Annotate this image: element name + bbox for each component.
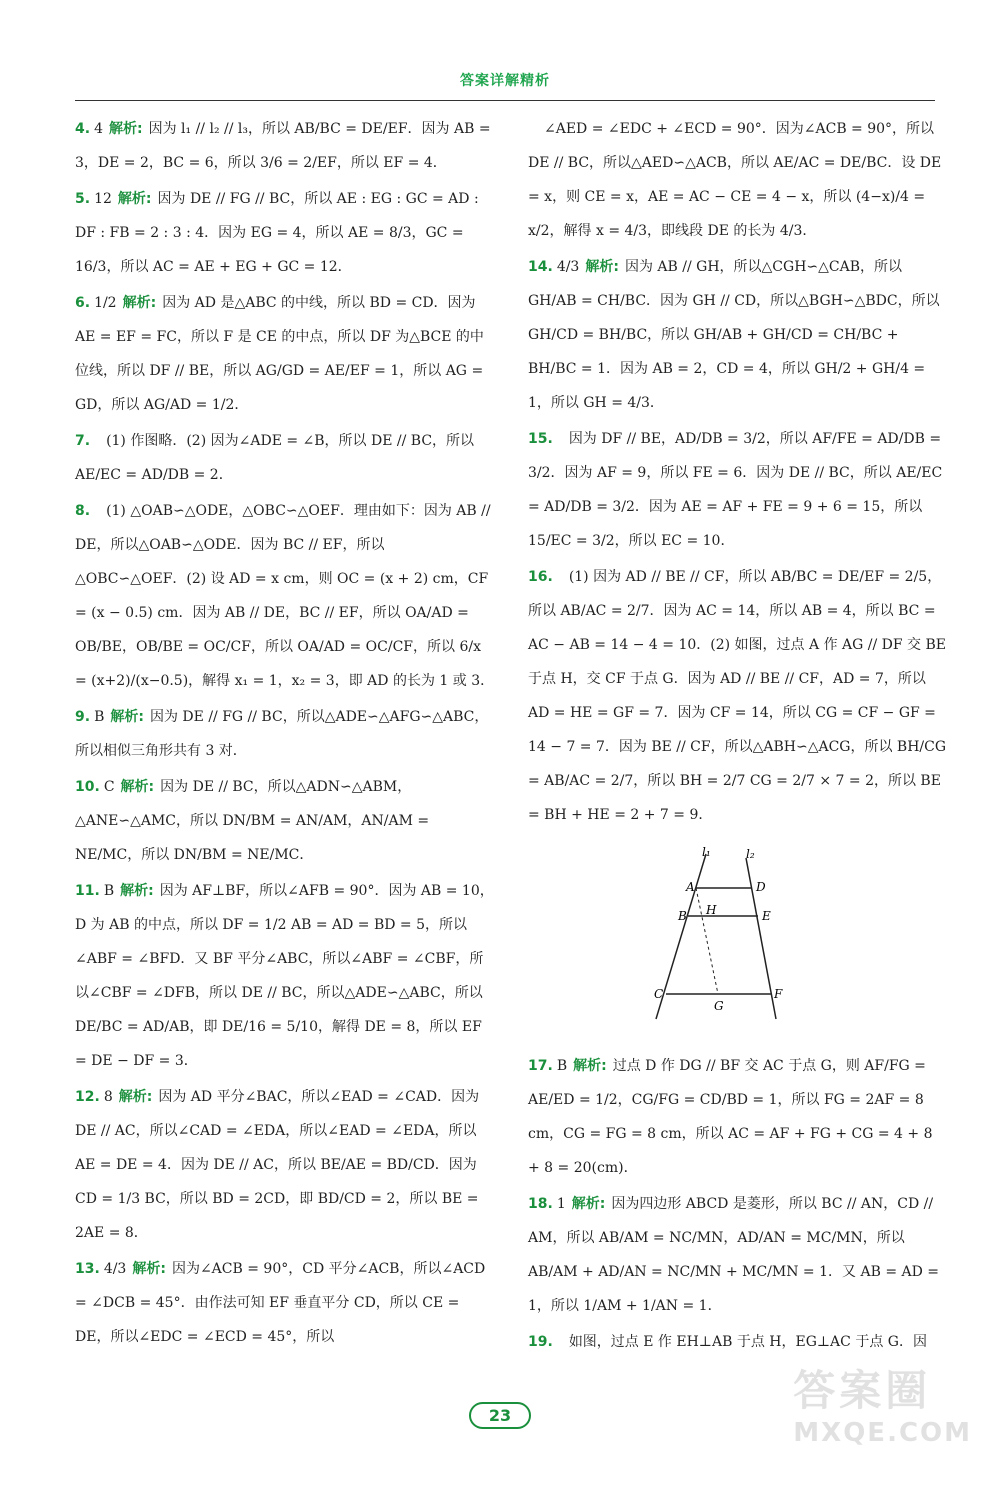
item-answer: B xyxy=(556,1058,568,1074)
item-answer: 4/3 xyxy=(103,1261,127,1277)
label-A: A xyxy=(686,880,695,894)
item-text: (1) 因为 AD // BE // CF，所以 AB/BC = DE/EF = 2/5，所以 AB/AC = 2/7．因为 AC = 14，所以 AB = 4，所以 BC = AC − AB = 14 − 4 = 10．(2) 如图，过点 A 作 AG // DF 交 BE 于点 H，交 CF 于点 G．因为 AD // BE // CF，AD = 7，所以 AD = HE = GF = 7．因为 CF = 14，所以 CG = CF − GF = 14 − 7 = 7．因为 BE // CF，所以△ABH∽△ACG，所以 BH/CG = AB/AC = 2/7，所以 BH = 2/7 CG = 2/7 × 7 = 2，所以 BE = BH + HE = 2 + 7 = 9． xyxy=(528,569,947,823)
watermark-url: MXQE.COM xyxy=(793,1418,972,1448)
item-number: 5. xyxy=(75,191,91,207)
answer-item xyxy=(528,112,948,248)
item-text: 因为 AF⊥BF，所以∠AFB = 90°．因为 AB = 10，D 为 AB 的中点，所以 DF = 1/2 AB = AD = BD = 5，所以∠ABF = ∠BFD．又 BF 平分∠ABC，所以∠ABF = ∠CBF，所以∠CBF = ∠DFB，所以 DE // BC，所以△ADE∽△ABC，所以 DE/BC = AD/AB，即 DE/16 = 5/10，解得 DE = 8，所以 EF = DE − DF = 3． xyxy=(75,883,494,1069)
answer-item xyxy=(528,1325,948,1359)
item-number: 8. xyxy=(75,503,91,519)
item-text: 过点 D 作 DG // BF 交 AC 于点 G，则 AF/FG = AE/ED = 1/2，CG/FG = CD/BD = 1，所以 FG = 2AF = 8 cm，CG = FG = 8 cm，所以 AC = AF + FG + CG = 4 + 8 + 8 = 20(cm)． xyxy=(528,1058,933,1176)
answer-item xyxy=(75,700,495,768)
item-text: 因为 AB // GH，所以△CGH∽△CAB，所以 GH/AB = CH/BC．因为 GH // CD，所以△BGH∽△BDC，所以 GH/CD = BH/BC，所以 GH/AB + GH/CD = CH/BC + BH/BC = 1．因为 AB = 2，CD = 4，所以 GH/2 + GH/4 = 1，所以 GH = 4/3． xyxy=(528,259,940,411)
item-keyword: 解析: xyxy=(118,1089,153,1105)
page-header xyxy=(75,70,935,101)
answer-item xyxy=(75,424,495,492)
watermark xyxy=(793,1358,972,1448)
answer-item xyxy=(75,1252,495,1354)
label-l2: l₂ xyxy=(746,847,755,861)
answer-item xyxy=(528,1187,948,1323)
item-number: 6. xyxy=(75,295,91,311)
item-number: 11. xyxy=(75,883,100,899)
item-number: 14. xyxy=(528,259,553,275)
item-number: 18. xyxy=(528,1196,553,1212)
item-number: 12. xyxy=(75,1089,100,1105)
item-text: 因为 AD 是△ABC 的中线，所以 BD = CD．因为 AE = EF = FC，所以 F 是 CE 的中点，所以 DF 为△BCE 的中位线，所以 DF // BE，所以 AG/GD = AE/EF = 1，所以 AG = GD，所以 AG/AD = 1/2． xyxy=(75,295,484,413)
item-keyword: 解析: xyxy=(108,121,143,137)
watermark-logo: 答案圈 xyxy=(793,1366,932,1415)
label-E: E xyxy=(762,909,771,923)
item-keyword: 解析: xyxy=(132,1261,166,1277)
item-keyword: 解析: xyxy=(122,295,157,311)
item-number: 19. xyxy=(528,1334,553,1350)
item-number: 4. xyxy=(75,121,91,137)
item-answer: 1 xyxy=(556,1196,566,1212)
label-C: C xyxy=(654,987,664,1001)
item-answer: B xyxy=(103,883,115,899)
item-answer: C xyxy=(103,779,115,795)
item-number: 15. xyxy=(528,431,553,447)
label-F: F xyxy=(774,987,783,1001)
answer-item xyxy=(75,182,495,284)
item-number: 7. xyxy=(75,433,91,449)
item-text: 因为 DF // BE，AD/DB = 3/2，所以 AF/FE = AD/DB = 3/2．因为 AF = 9，所以 FE = 6．因为 DE // BC，所以 AE/EC = AD/DB = 3/2．因为 AE = AF + FE = 9 + 6 = 15，所以 15/EC = 3/2，所以 EC = 10． xyxy=(528,431,943,549)
label-D: D xyxy=(756,880,766,894)
answer-item xyxy=(75,286,495,422)
item-text: 因为四边形 ABCD 是菱形，所以 BC // AN，CD // AM，所以 AB/AM = NC/MN，AD/AN = MC/MN，所以 AB/AM + AD/AN = NC/MN + MC/MN = 1．又 AB = AD = 1，所以 1/AM + 1/AN = 1． xyxy=(528,1196,940,1314)
answer-item xyxy=(75,770,495,872)
item-keyword: 解析: xyxy=(110,709,144,725)
item-text: 因为 DE // FG // BC，所以 AE : EG : GC = AD : DF : FB = 2 : 3 : 4．因为 EG = 4，所以 AE = 8/3，GC = 16/3，所以 AC = AE + EG + GC = 12． xyxy=(75,191,479,275)
item-keyword: 解析: xyxy=(117,191,152,207)
left-column xyxy=(75,112,495,1356)
item-number: 16. xyxy=(528,569,553,585)
item-text: 因为 DE // FG // BC，所以△ADE∽△AFG∽△ABC，所以相似三角形共有 3 对． xyxy=(75,709,489,759)
header-title: 答案详解精析 xyxy=(460,73,550,89)
item-answer: B xyxy=(94,709,105,725)
label-H: H xyxy=(706,903,717,917)
item-text: 因为 AD 平分∠BAC，所以∠EAD = ∠CAD．因为 DE // AC，所以∠CAD = ∠EDA，所以∠EAD = ∠EDA，所以 AE = DE = 4．因为 DE // AC，所以 BE/AE = BD/CD．因为 CD = 1/3 BC，所以 BD = 2CD，即 BD/CD = 2，所以 BE = 2AE = 8． xyxy=(75,1089,480,1241)
parallel-lines-figure xyxy=(648,844,808,1024)
answer-item xyxy=(75,874,495,1078)
item-keyword: 解析: xyxy=(120,883,154,899)
item-keyword: 解析: xyxy=(120,779,155,795)
label-B: B xyxy=(678,909,687,923)
item-text: 因为 l₁ // l₂ // l₃，所以 AB/BC = DE/EF．因为 AB = 3，DE = 2，BC = 6，所以 3/6 = 2/EF，所以 EF = 4． xyxy=(75,121,491,171)
item-answer: 4/3 xyxy=(556,259,580,275)
item-text: 因为∠ACB = 90°，CD 平分∠ACB，所以∠ACD = ∠DCB = 45°．由作法可知 EF 垂直平分 CD，所以 CE = DE，所以∠EDC = ∠ECD = 45°，所以 xyxy=(75,1261,486,1345)
label-l1: l₁ xyxy=(702,845,711,859)
item-text: ∠AED = ∠EDC + ∠ECD = 90°．因为∠ACB = 90°，所以 DE // BC，所以△AED∽△ACB，所以 AE/AC = DE/BC．设 DE = x，则 CE = x，AE = AC − CE = 4 − x，所以 (4−x)/4 = x/2，解得 x = 4/3，即线段 DE 的长为 4/3． xyxy=(528,121,942,239)
right-column xyxy=(528,112,948,1361)
answer-item xyxy=(75,1080,495,1250)
item-keyword: 解析: xyxy=(585,259,619,275)
item-answer: 8 xyxy=(103,1089,113,1105)
answer-item xyxy=(75,112,495,180)
item-number: 17. xyxy=(528,1058,553,1074)
answer-item xyxy=(528,560,948,832)
item-answer: 4 xyxy=(94,121,103,137)
item-keyword: 解析: xyxy=(571,1196,606,1212)
item-text: (1) △OAB∽△ODE，△OBC∽△OEF．理由如下：因为 AB // DE，所以△OAB∽△ODE．因为 BC // EF，所以△OBC∽△OEF．(2) 设 AD = x cm，则 OC = (x + 2) cm，CF = (x − 0.5) cm．因为 AB // DE，BC // EF，所以 OA/AD = OB/BE，OB/BE = OC/CF，所以 OA/AD = OC/CF，所以 6/x = (x+2)/(x−0.5)，解得 x₁ = 1，x₂ = 3，即 AD 的长为 1 或 3． xyxy=(75,503,495,689)
item-number: 9. xyxy=(75,709,91,725)
item-answer: 12 xyxy=(94,191,112,207)
item-text: 如图，过点 E 作 EH⊥AB 于点 H，EG⊥AC 于点 G．因 xyxy=(568,1334,927,1350)
item-number: 10. xyxy=(75,779,100,795)
item-text: 因为 DE // BC，所以△ADN∽△ABM，△ANE∽△AMC，所以 DN/BM = AN/AM，AN/AM = NE/MC，所以 DN/BM = NE/MC． xyxy=(75,779,430,863)
label-G: G xyxy=(714,999,724,1013)
answer-item xyxy=(528,250,948,420)
item-keyword: 解析: xyxy=(573,1058,607,1074)
item-number: 13. xyxy=(75,1261,100,1277)
answer-item xyxy=(528,422,948,558)
answer-item xyxy=(75,494,495,698)
item-answer: 1/2 xyxy=(94,295,117,311)
item-text: (1) 作图略．(2) 因为∠ADE = ∠B，所以 DE // BC，所以 AE/EC = AD/DB = 2． xyxy=(75,433,475,483)
answer-item xyxy=(528,1049,948,1185)
page-number: 23 xyxy=(469,1402,531,1429)
